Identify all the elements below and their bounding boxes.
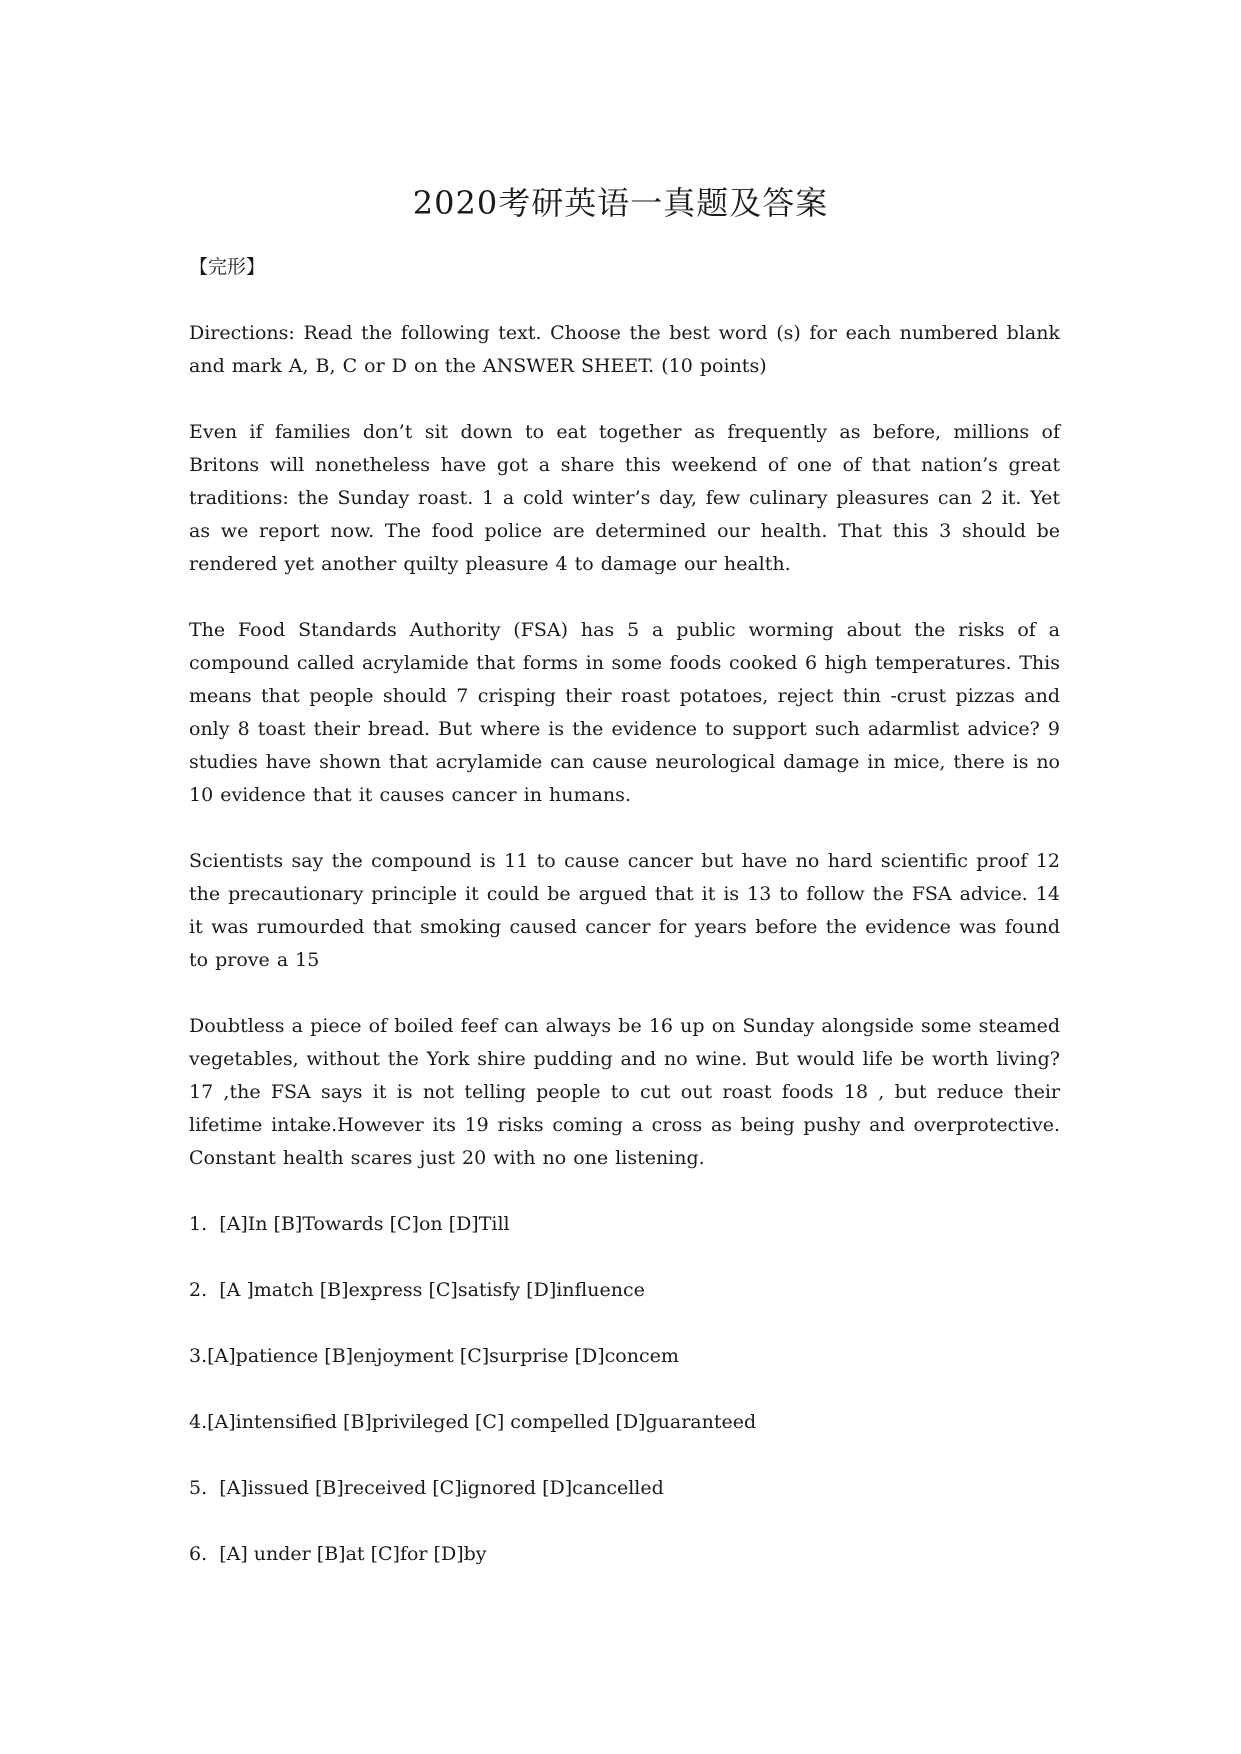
- passage-paragraph-3: Scientists say the compound is 11 to cause cancer but have no hard scientific proof 12 the precautionary principle it could be argued that it is 13 to follow the FSA advice. 14 it was rumourded that smoking caused cancer for years before the evidence was found to prove a 15: [189, 850, 1060, 971]
- passage-paragraph-4: Doubtless a piece of boiled feef can always be 16 up on Sunday alongside some steamed vegetables, without the York shire pudding and no wine. But would life be worth living? 17 ,the FSA says it is not telling people to cut out roast foods 18 , but reduce their lifetime intake.However its 19 risks coming a cross as being pushy and overprotective. Constant health scares just 20 with no one listening.: [189, 1015, 1060, 1169]
- section-label-cloze: 【完形】: [189, 256, 266, 278]
- document-body: [189, 251, 1060, 1604]
- passage-paragraph-2: The Food Standards Authority (FSA) has 5 a public worming about the risks of a compound called acrylamide that forms in some foods cooked 6 high temperatures. This means that people should 7 crisping their roast potatoes, reject thin -crust pizzas and only 8 toast their bread. But where is the evidence to support such adarmlist advice? 9 studies have shown that acrylamide can cause neurological damage in mice, there is no 10 evidence that it causes cancer in humans.: [189, 619, 1060, 806]
- question-option-6: 6. [A] under [B]at [C]for [D]by: [189, 1543, 487, 1565]
- question-option-5: 5. [A]issued [B]received [C]ignored [D]cancelled: [189, 1477, 664, 1499]
- question-option-3: 3.[A]patience [B]enjoyment [C]surprise [D]concem: [189, 1345, 679, 1367]
- passage-paragraph-1: Even if families don’t sit down to eat together as frequently as before, millions of Britons will nonetheless have got a share this weekend of one of that nation’s great traditions: the Sunday roast. 1 a cold winter’s day, few culinary pleasures can 2 it. Yet as we report now. The food police are determined our health. That this 3 should be rendered yet another quilty pleasure 4 to damage our health.: [189, 421, 1060, 575]
- directions-paragraph: Directions: Read the following text. Choose the best word (s) for each numbered blank and mark A, B, C or D on the ANSWER SHEET. (10 points): [189, 322, 1060, 377]
- question-option-4: 4.[A]intensified [B]privileged [C] compelled [D]guaranteed: [189, 1411, 757, 1433]
- question-option-2: 2. [A ]match [B]express [C]satisfy [D]influence: [189, 1279, 645, 1301]
- document-title: 2020考研英语一真题及答案: [412, 184, 829, 223]
- question-option-1: 1. [A]In [B]Towards [C]on [D]Till: [189, 1213, 510, 1235]
